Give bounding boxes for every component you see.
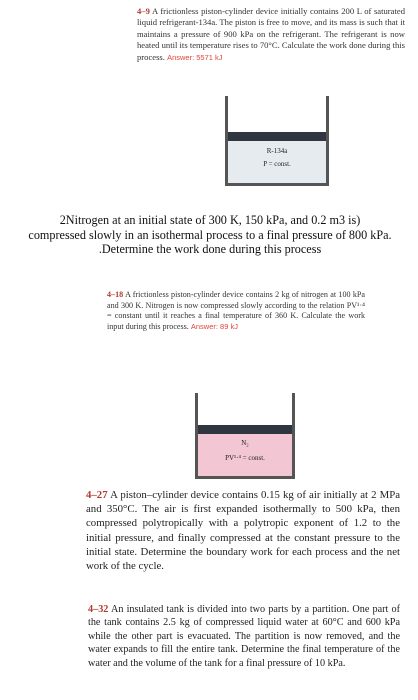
- answer-label: Answer: 5571 kJ: [167, 52, 223, 62]
- condition-label: P = const.: [263, 160, 291, 168]
- nitrogen-question-line-2: compressed slowly in an isothermal process to a final pressure of 800 kPa.: [28, 227, 392, 242]
- piston-cylinder-figure-r134a: [225, 96, 329, 186]
- fluid-region: [198, 434, 292, 476]
- substance-label: N₂: [241, 439, 249, 447]
- answer-label: Answer: 89 kJ: [190, 321, 238, 331]
- problem-number: 4–18: [107, 290, 124, 299]
- problem-number: 4–9: [137, 6, 150, 16]
- problem-text: An insulated tank is divided into two parts by a partition. One part of the tank contains 2.5 kg of compressed liquid water at 60°C and 600 kPa while the other part is evacuated. The partition is now removed, and the water expands to fill the entire tank. Determine the final temperature of the water and the volume of the tank for a final pressure of 10 kPa.: [88, 604, 400, 669]
- fluid-region: [228, 141, 326, 183]
- piston: [198, 425, 292, 434]
- problem-4-27: [86, 488, 400, 573]
- problem-text: A frictionless piston-cylinder device contains 2 kg of nitrogen at 100 kPa and 300 K. Nitrogen is now compressed slowly according to the relation PV¹·⁴ = constant until it reaches a final temperature of 360 K. Calculate the work input during this process.: [107, 290, 365, 331]
- problem-4-18: [107, 290, 365, 332]
- problem-4-32: [88, 603, 400, 670]
- substance-label: R-134a: [266, 147, 288, 155]
- nitrogen-question: [14, 213, 406, 257]
- problem-4-9: [137, 6, 405, 63]
- problem-number: 4–27: [86, 489, 108, 501]
- problem-number: 4–32: [88, 604, 109, 615]
- problem-text: A piston–cylinder device contains 0.15 kg of air initially at 2 MPa and 350°C. The air is first expanded isothermally to 500 kPa, then compressed polytropically with a polytropic exponent of 1.2 to the initial pressure, and finally compressed at the constant pressure to the initial state. Determine the boundary work for each process and the net work of the cycle.: [86, 489, 400, 573]
- nitrogen-question-line-1: 2Nitrogen at an initial state of 300 K, 150 kPa, and 0.2 m3 is): [59, 213, 361, 227]
- nitrogen-question-line-3: .Determine the work done during this process: [98, 242, 322, 257]
- piston: [228, 132, 326, 141]
- piston-cylinder-figure-n2: [195, 393, 295, 479]
- condition-label: PV¹·⁴ = const.: [225, 454, 265, 462]
- problem-text: A frictionless piston-cylinder device initially contains 200 L of saturated liquid refrigerant-134a. The piston is free to move, and its mass is such that it maintains a pressure of 900 kPa on the refrigerant. The refrigerant is now heated until its temperature rises to 70°C. Calculate the work done during this process.: [137, 6, 405, 62]
